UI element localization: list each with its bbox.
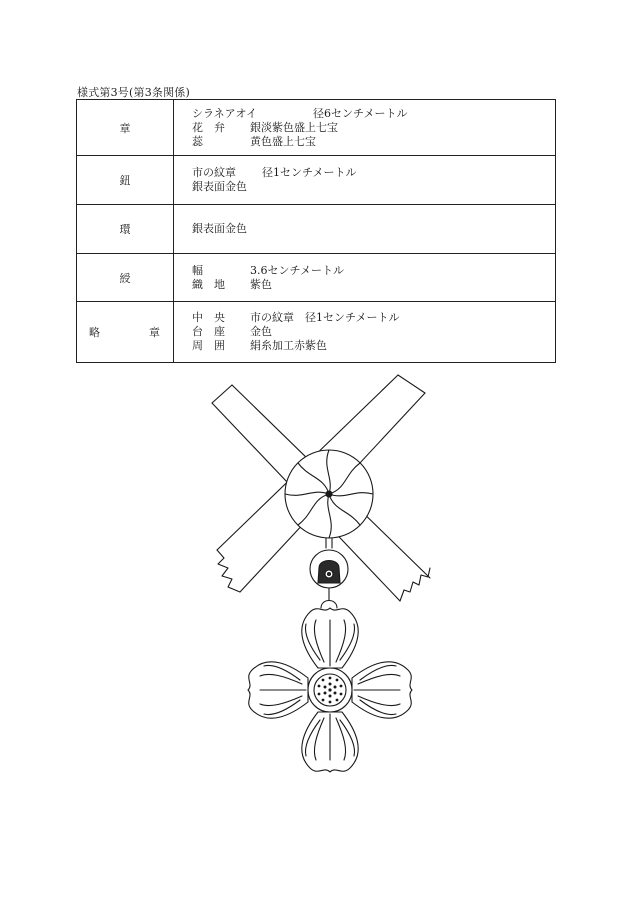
spec-value: 市の紋章 径1センチメートル (250, 311, 400, 324)
row-content (174, 156, 556, 205)
specification-table (76, 99, 556, 363)
spec-value: 径1センチメートル (262, 166, 357, 179)
row-label-ju: 綬 (77, 254, 174, 302)
spec-key: 織 地 (192, 277, 225, 291)
spec-key: 銀表面金色 (192, 222, 247, 235)
row-label-sho: 章 (77, 100, 174, 156)
spec-key: 幅 (192, 263, 203, 277)
spec-value: 3.6センチメートル (250, 263, 345, 277)
table-row (77, 100, 556, 156)
spec-key: 花 弁 (192, 120, 225, 134)
row-content (174, 302, 556, 363)
spec-value: 黄色盛上七宝 (250, 134, 316, 148)
spec-key: 銀表面金色 (192, 180, 247, 193)
row-content (174, 100, 556, 156)
spec-key: 蕊 (192, 134, 203, 148)
table-row (77, 302, 556, 363)
spec-key: 台 座 (192, 325, 225, 338)
spec-value: 銀淡紫色盛上七宝 (250, 120, 338, 134)
spec-value: 金色 (250, 325, 272, 338)
form-caption: 様式第3号(第3条関係) (77, 86, 190, 99)
label-char: 章 (149, 326, 160, 339)
spec-value: 径6センチメートル (313, 106, 408, 120)
suspension-emblem (310, 538, 348, 608)
spec-key: 中 央 (192, 311, 225, 324)
row-content (174, 205, 556, 254)
label-char: 略 (89, 326, 100, 339)
table-row (77, 205, 556, 254)
row-content (174, 254, 556, 302)
row-label-ryakusho (77, 302, 174, 363)
spec-value: 紫色 (250, 277, 272, 291)
row-label-chu: 鈕 (77, 156, 174, 205)
medal-illustration (200, 372, 440, 792)
table-row (77, 156, 556, 205)
spec-key: 市の紋章 (192, 166, 236, 179)
flower-badge (248, 608, 412, 772)
spec-key: 周 囲 (192, 339, 225, 352)
row-label-kan: 環 (77, 205, 174, 254)
rosette-knot (285, 450, 373, 538)
table-row (77, 254, 556, 302)
spec-value: 絹糸加工赤紫色 (250, 339, 327, 352)
ribbon-end (217, 550, 240, 592)
spec-key: シラネアオイ (192, 106, 258, 120)
